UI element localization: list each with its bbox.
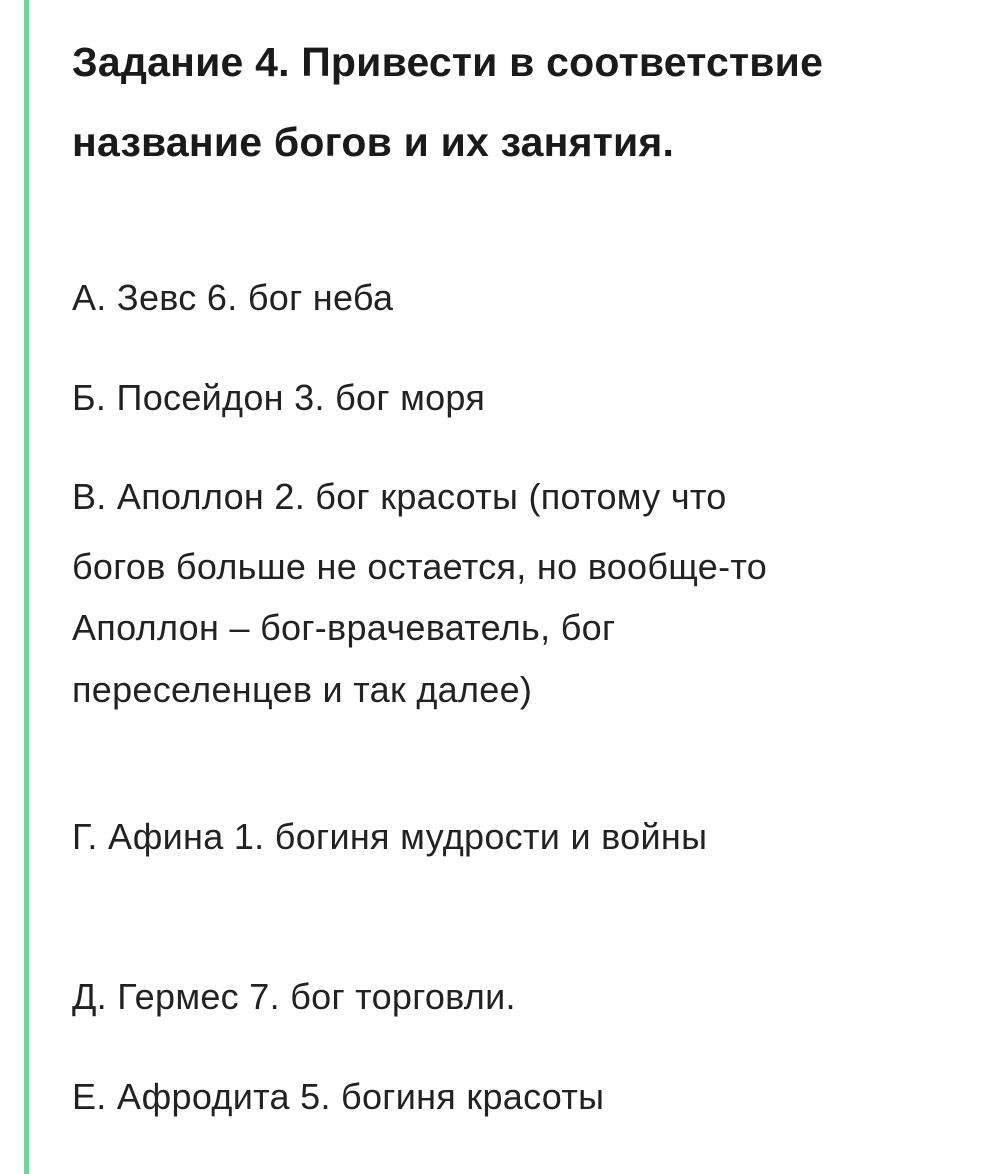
pair-poseidon: Б. Посейдон 3. бог моря <box>72 377 486 418</box>
pair-apollo-line-3: Аполлон – бог-врачеватель, бог <box>72 607 616 648</box>
task-title-line-2: название богов и их занятия. <box>72 119 675 165</box>
pair-zeus: А. Зевс 6. бог неба <box>72 277 394 318</box>
task-title-line-1: Задание 4. Привести в соответствие <box>72 39 824 85</box>
pair-apollo-line-2: богов больше не остается, но вообще-то <box>72 546 768 587</box>
pair-apollo-line-1: В. Аполлон 2. бог красоты (потому что <box>72 476 727 517</box>
pair-aphrodite: Е. Афродита 5. богиня красоты <box>72 1076 605 1117</box>
pair-hermes: Д. Гермес 7. бог торговли. <box>72 976 516 1017</box>
pair-athena: Г. Афина 1. богиня мудрости и войны <box>72 816 708 857</box>
pair-apollo-line-4: переселенцев и так далее) <box>72 669 533 710</box>
